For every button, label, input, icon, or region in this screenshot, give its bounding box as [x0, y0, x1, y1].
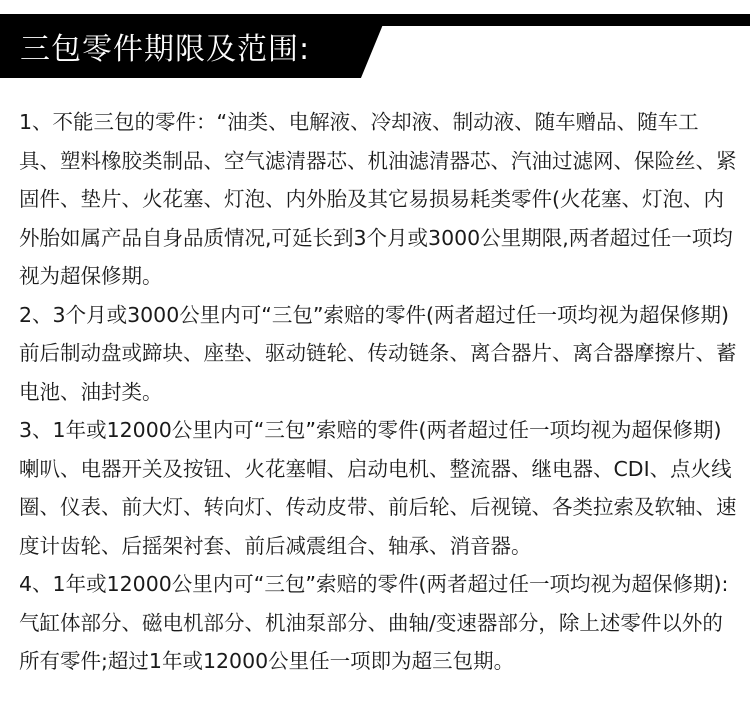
warranty-text-body [19, 103, 739, 681]
page-title: 三包零件期限及范围: [20, 32, 311, 67]
paragraph-1: 1、不能三包的零件：“油类、电解液、冷却液、制动液、随车赠品、随车工具、塑料橡胶类制品、空气滤清器芯、机油滤清器芯、汽油过滤网、保险丝、紧固件、垫片、火花塞、灯泡、内外胎及其它易损易耗类零件(火花塞、灯泡、内外胎如属产品自身品质情况,可延长到3个月或3000公里期限,两者超过任一项均视为超保修期。 [19, 110, 737, 288]
paragraph-2: 2、3个月或3000公里内可“三包”索赔的零件(两者超过任一项均视为超保修期)前后制动盘或蹄块、座垫、驱动链轮、传动链条、离合器片、离合器摩擦片、蓄电池、油封类。 [19, 302, 737, 404]
paragraph-3: 3、1年或12000公里内可“三包”索赔的零件(两者超过任一项均视为超保修期)喇叭、电器开关及按钮、火花塞帽、启动电机、整流器、继电器、CDI、点火线圈、仪表、前大灯、转向灯、传动皮带、前后轮、后视镜、各类拉索及软轴、速度计齿轮、后摇架衬套、前后减震组合、轴承、消音器。 [19, 418, 737, 558]
paragraph-4: 4、1年或12000公里内可“三包”索赔的零件(两者超过任一项均视为超保修期):气缸体部分、磁电机部分、机油泵部分、曲轴/变速器部分，除上述零件以外的所有零件;超过1年或12000公里任一项即为超三包期。 [19, 572, 729, 673]
